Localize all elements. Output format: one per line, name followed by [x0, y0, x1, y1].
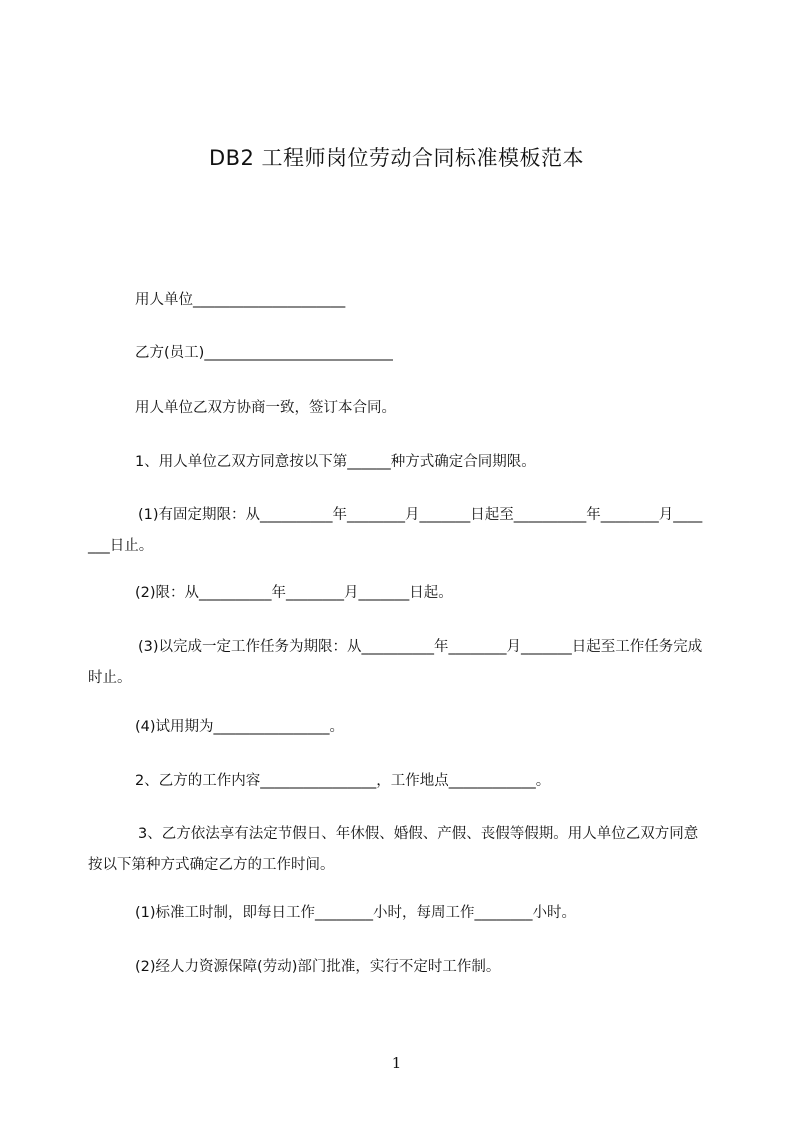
employer-line: 用人单位_____________________: [135, 292, 346, 308]
clause-1-task-term: (3)以完成一定工作任务为期限：从__________年________月_______日起至工作任务完成时止。: [88, 639, 703, 686]
clause-1-fixed-term: (1)有固定期限：从__________年________月_______日起至__________年________月_______日止。: [88, 507, 703, 554]
agreement-statement: 用人单位乙双方协商一致，签订本合同。: [135, 400, 396, 416]
document-title: DB2 工程师岗位劳动合同标准模板范本: [208, 146, 585, 170]
clause-3-standard-hours: (1)标准工时制，即每日工作________小时，每周工作________小时。: [135, 905, 577, 921]
clause-2-work-content: 2、乙方的工作内容________________，工作地点____________。: [135, 773, 551, 789]
clause-1-open-term: (2)限：从__________年________月_______日起。: [135, 585, 453, 601]
clause-1-probation: (4)试用期为________________。: [135, 719, 345, 735]
clause-1-term-method: 1、用人单位乙双方同意按以下第______种方式确定合同期限。: [135, 454, 536, 470]
clause-3-flexible-hours: (2)经人力资源保障(劳动)部门批准，实行不定时工作制。: [135, 959, 501, 975]
clause-3-holidays: 3、乙方依法享有法定节假日、年休假、婚假、产假、丧假等假期。用人单位乙双方同意按以下第种方式确定乙方的工作时间。: [88, 826, 699, 873]
page-number: 1: [391, 1054, 402, 1072]
employee-line: 乙方(员工)__________________________: [135, 345, 393, 361]
